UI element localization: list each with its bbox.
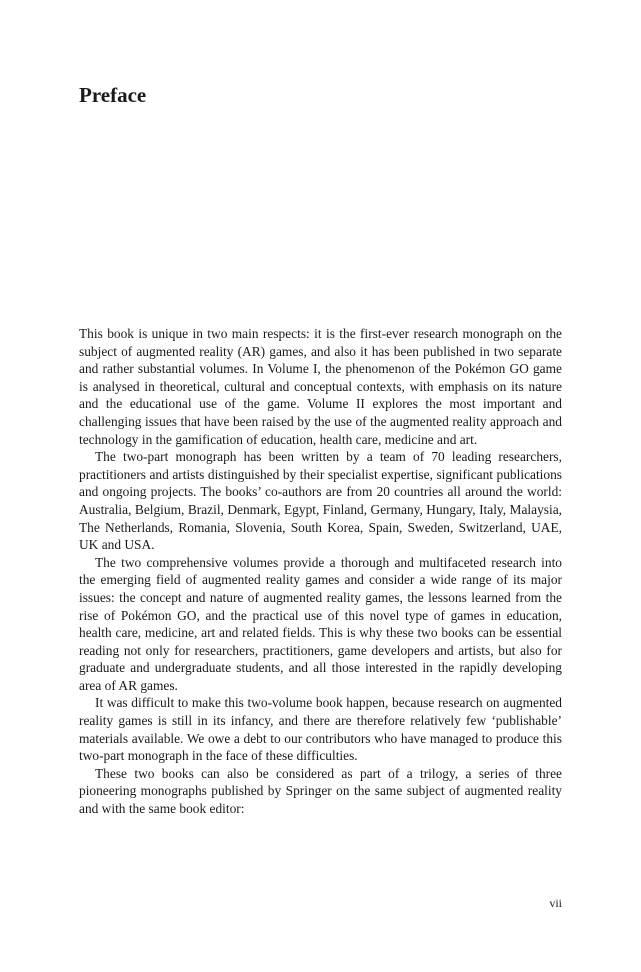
page-number: vii: [549, 896, 562, 910]
paragraph: It was difficult to make this two-volume book happen, because research on augmented reality games is still in its infancy, and there are therefore relatively few ‘publishable’ materials available. We owe a debt to our contributors who have managed to produce this two-part monograph in the face of these difficulties.: [79, 695, 562, 764]
paragraph: This book is unique in two main respects: it is the first-ever research monograph on the subject of augmented reality (AR) games, and also it has been published in two separate and rather substantial volumes. In Volume I, the phenomenon of the Pokémon GO game is analysed in theoretical, cultural and conceptual contexts, with emphasis on its nature and the educational use of the game. Volume II explores the most important and challenging issues that have been raised by the use of the augmented reality approach and technology in the gamification of education, health care, medicine and art.: [79, 326, 562, 447]
paragraph: The two comprehensive volumes provide a thorough and multifaceted research into the emerging field of augmented reality games and consider a wide range of its major issues: the concept and nature of augmented reality games, the lessons learned from the rise of Pokémon GO, and the practical use of this novel type of games in education, health care, medicine, art and related fields. This is why these two books can be essential reading not only for researchers, practitioners, game developers and artists, but also for graduate and undergraduate students, and all those interested in the rapidly developing area of AR games.: [79, 554, 562, 693]
paragraph: The two-part monograph has been written by a team of 70 leading researchers, practitioners and artists distinguished by their specialist expertise, significant publications and ongoing projects. The books’ co-authors are from 20 countries all around the world: Australia, Belgium, Brazil, Denmark, Egypt, Finland, Germany, Hungary, Italy, Malaysia, The Netherlands, Romania, Slovenia, South Korea, Spain, Sweden, Switzerland, UAE, UK and USA.: [79, 449, 562, 553]
preface-body: [79, 325, 562, 818]
paragraph: These two books can also be considered as part of a trilogy, a series of three pioneering monographs published by Springer on the same subject of augmented reality and with the same book editor:: [79, 765, 562, 817]
page-title: Preface: [79, 83, 147, 107]
